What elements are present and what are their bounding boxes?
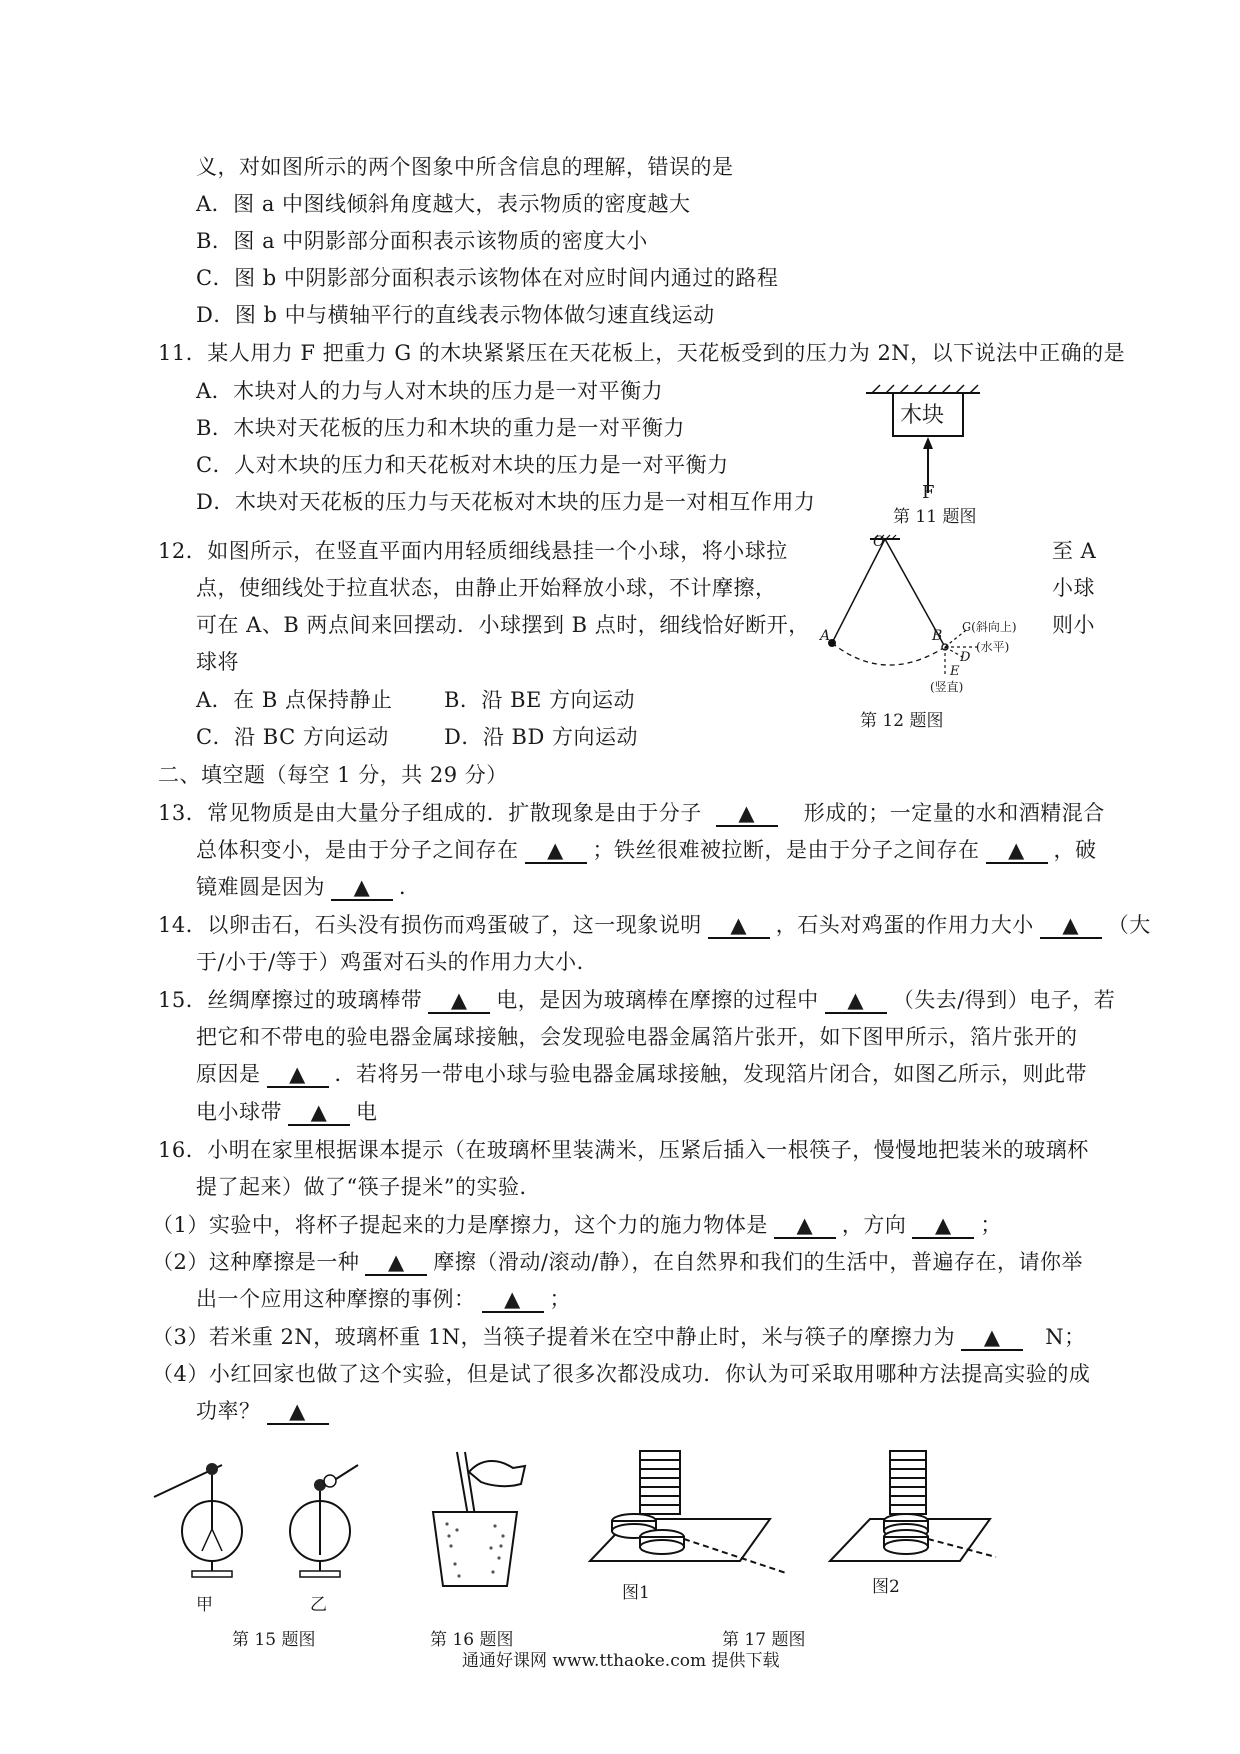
- q12-label-e-note: (竖直): [930, 680, 964, 694]
- q11-block-label: 木块: [900, 403, 945, 428]
- q14-blank-2[interactable]: ▲: [1040, 913, 1102, 939]
- q11-option-a: A．木块对人的力与人对木块的压力是一对平衡力: [196, 379, 664, 403]
- q10-stem-continuation: 义，对如图所示的两个图象中所含信息的理解，错误的是: [196, 155, 734, 179]
- q16-sub-2: （2）这种摩擦是一种 ▲ 摩擦（滑动/滚动/静），在自然界和我们的生活中，普遍存在，请你举: [152, 1250, 1084, 1274]
- caption-fig-17: 第 17 题图: [722, 1630, 806, 1650]
- q15-line-2: 把它和不带电的验电器金属球接触，会发现验电器金属箔片张开，如下图甲所示，箔片张开的: [196, 1025, 1078, 1049]
- q15-blank-3[interactable]: ▲: [267, 1062, 329, 1088]
- q13-blank-2[interactable]: ▲: [525, 838, 587, 864]
- q12-line-3-right: 则小: [1052, 613, 1095, 637]
- q14-line-1: 14．以卵击石，石头没有损伤而鸡蛋破了，这一现象说明 ▲ ，石头对鸡蛋的作用力大小 ▲ （大: [158, 913, 1151, 937]
- friction-fig1: [590, 1447, 790, 1567]
- q12-label-o: O: [873, 534, 885, 550]
- q12-line-1: 12．如图所示，在竖直平面内用轻质细线悬挂一个小球，将小球拉: [158, 539, 788, 563]
- q12-label-d-note: (水平): [976, 640, 1010, 654]
- q15-blank-2[interactable]: ▲: [825, 988, 887, 1014]
- q11-option-b: B．木块对天花板的压力和木块的重力是一对平衡力: [196, 416, 685, 440]
- q12-label-d: D: [960, 650, 971, 665]
- q10-option-a: A．图 a 中图线倾斜角度越大，表示物质的密度越大: [196, 192, 691, 216]
- q16-blank-6[interactable]: ▲: [267, 1399, 329, 1425]
- q16-sub-4: （4）小红回家也做了这个实验，但是试了很多次都没成功．你认为可采取用哪种方法提高实验的成: [152, 1362, 1091, 1386]
- electroscope-jia-figure: [150, 1455, 260, 1580]
- q11-option-c: C．人对木块的压力和天花板对木块的压力是一对平衡力: [196, 453, 729, 477]
- q12-label-c: C(斜向上): [962, 620, 1017, 634]
- q12-line-1-right: 至 A: [1052, 539, 1097, 563]
- q16-line-1: 16．小明在家里根据课本提示（在玻璃杯里装满米，压紧后插入一根筷子，慢慢地把装米的玻璃杯: [158, 1138, 1089, 1162]
- electroscope-yi-figure: [280, 1455, 380, 1580]
- q12-line-4: 球将: [196, 650, 239, 674]
- q12-caption: 第 12 题图: [860, 711, 944, 731]
- q13-blank-4[interactable]: ▲: [331, 875, 393, 901]
- q15-line-4: 电小球带 ▲ 电: [196, 1100, 378, 1124]
- footer-source: 通通好课网 www.tthaoke.com 提供下载: [462, 1651, 780, 1671]
- label-yi: 乙: [310, 1595, 327, 1615]
- q16-line-2: 提了起来）做了“筷子提米”的实验．: [196, 1175, 541, 1199]
- q15-line-1: 15．丝绸摩擦过的玻璃棒带 ▲ 电，是因为玻璃棒在摩擦的过程中 ▲ （失去/得到）电子，若: [158, 988, 1116, 1012]
- q13-line-2: 总体积变小，是由于分子之间存在 ▲ ；铁丝很难被拉断，是由于分子之间存在 ▲ ，破: [196, 838, 1097, 862]
- q10-option-d: D．图 b 中与横轴平行的直线表示物体做匀速直线运动: [196, 303, 715, 327]
- q13-blank-3[interactable]: ▲: [986, 838, 1048, 864]
- caption-fig-15: 第 15 题图: [232, 1630, 316, 1650]
- q12-option-d: D．沿 BD 方向运动: [444, 725, 638, 749]
- q12-option-c: C．沿 BC 方向运动: [196, 725, 389, 749]
- q16-blank-2[interactable]: ▲: [912, 1213, 974, 1239]
- q11-option-d: D．木块对天花板的压力与天花板对木块的压力是一对相互作用力: [196, 490, 816, 514]
- caption-fig-16: 第 16 题图: [430, 1630, 514, 1650]
- q12-option-b: B．沿 BE 方向运动: [444, 688, 636, 712]
- q16-blank-4[interactable]: ▲: [482, 1287, 544, 1313]
- q13-blank-1[interactable]: ▲: [716, 801, 778, 827]
- q12-line-3: 可在 A、B 两点间来回摆动．小球摆到 B 点时，细线恰好断开，: [196, 613, 810, 637]
- q12-label-b: B: [932, 628, 943, 644]
- chopstick-rice-figure: [425, 1450, 545, 1590]
- q12-label-e: E: [950, 664, 960, 679]
- q10-option-b: B．图 a 中阴影部分面积表示该物质的密度大小: [196, 229, 648, 253]
- q11-stem: 11．某人用力 F 把重力 G 的木块紧紧压在天花板上，天花板受到的压力为 2N，以下说法中正确的是: [158, 341, 1126, 365]
- q15-line-3: 原因是 ▲ ．若将另一带电小球与验电器金属球接触，发现箔片闭合，如图乙所示，则此带: [196, 1062, 1087, 1086]
- q16-sub-4-cont: 功率？ ▲: [196, 1396, 335, 1426]
- q13-line-1: 13．常见物质是由大量分子组成的．扩散现象是由于分子 ▲ 形成的；一定量的水和酒精混合: [158, 801, 1105, 825]
- q11-caption: 第 11 题图: [893, 507, 977, 527]
- section-2-heading: 二、填空题（每空 1 分，共 29 分）: [158, 763, 508, 787]
- q13-line-3: 镜难圆是因为 ▲ ．: [196, 875, 421, 899]
- label-fig2: 图2: [872, 1577, 900, 1597]
- q12-label-a: A: [820, 628, 831, 644]
- q16-sub-1: （1）实验中，将杯子提起来的力是摩擦力，这个力的施力物体是 ▲ ，方向 ▲ ；: [152, 1213, 1002, 1237]
- label-fig1: 图1: [622, 1583, 650, 1603]
- q16-sub-3: （3）若米重 2N，玻璃杯重 1N，当筷子提着米在空中静止时，米与筷子的摩擦力为 ▲ N；: [152, 1325, 1086, 1349]
- q11-force-label: F: [922, 482, 935, 503]
- q16-blank-1[interactable]: ▲: [774, 1213, 836, 1239]
- friction-fig2: [830, 1447, 1000, 1567]
- q10-option-c: C．图 b 中阴影部分面积表示该物体在对应时间内通过的路程: [196, 266, 779, 290]
- q16-sub-2-cont: 出一个应用这种摩擦的事例： ▲ ；: [196, 1287, 571, 1311]
- q14-blank-1[interactable]: ▲: [708, 913, 770, 939]
- q16-blank-5[interactable]: ▲: [961, 1325, 1023, 1351]
- q15-blank-4[interactable]: ▲: [288, 1100, 350, 1126]
- q12-line-2-right: 小球: [1052, 576, 1095, 600]
- label-jia: 甲: [196, 1595, 213, 1615]
- q14-line-2: 于/小于/等于）鸡蛋对石头的作用力大小．: [196, 950, 599, 974]
- q16-blank-3[interactable]: ▲: [365, 1250, 427, 1276]
- q12-line-2: 点，使细线处于拉直状态，由静止开始释放小球，不计摩擦，: [196, 576, 777, 600]
- q15-blank-1[interactable]: ▲: [428, 988, 490, 1014]
- q12-pendulum-figure: [820, 535, 1020, 685]
- q12-option-a: A．在 B 点保持静止: [196, 688, 393, 712]
